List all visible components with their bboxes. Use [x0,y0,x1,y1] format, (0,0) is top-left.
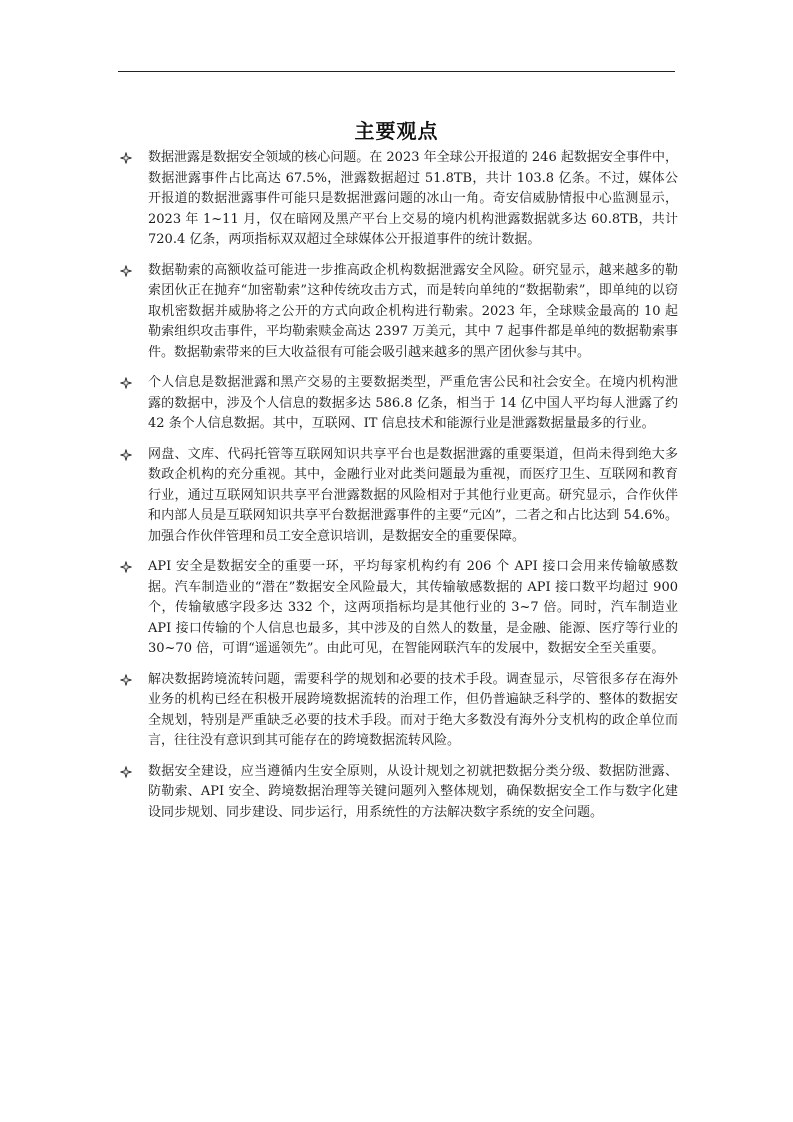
key-point-item [118,557,678,660]
key-point-item [118,762,678,824]
key-point-item [118,148,678,251]
key-point-item [118,670,678,752]
header-rule [118,71,675,72]
diamond-star-icon [118,148,134,169]
diamond-star-icon [118,445,134,466]
key-point-text: 数据勒索的高额收益可能进一步推高政企机构数据泄露安全风险。研究显示，越来越多的勒索团伙正在抛弃“加密勒索”这种传统攻击方式，而是转向单纯的“数据勒索”，即单纯的以窃取机密数据并威胁将之公开的方式向政企机构进行勒索。2023 年，全球赎金最高的 10 起勒索组织攻击事件，平均勒索赎金高达 2397 万美元，其中 7 起事件都是单纯的数据勒索事件。数据勒索带来的巨大收益很有可能会吸引越来越多的黑产团伙参与其中。 [148,262,678,360]
diamond-star-icon [118,762,134,783]
key-point-item [118,373,678,435]
key-points-list [118,148,678,833]
page-title: 主要观点 [354,119,439,144]
key-point-text: 网盘、文库、代码托管等互联网知识共享平台也是数据泄露的重要渠道，但尚未得到绝大多数政企机构的充分重视。其中，金融行业对此类问题最为重视，而医疗卫生、互联网和教育行业，通过互联网知识共享平台泄露数据的风险相对于其他行业更高。研究显示，合作伙伴和内部人员是互联网知识共享平台数据泄露事件的主要“元凶”，二者之和占比达到 54.6%。加强合作伙伴管理和员工安全意识培训，是数据安全的重要保障。 [148,446,678,544]
key-point-text: 数据泄露是数据安全领域的核心问题。在 2023 年全球公开报道的 246 起数据安全事件中，数据泄露事件占比高达 67.5%，泄露数据超过 51.8TB，共计 103.8 亿条。不过，媒体公开报道的数据泄露事件可能只是数据泄露问题的冰山一角。奇安信威胁情报中心监测显示，2023 年 1~11 月，仅在暗网及黑产平台上交易的境内机构泄露数据就多达 60.8TB，共计 720.4 亿条，两项指标双双超过全球媒体公开报道事件的统计数据。 [148,150,678,247]
key-point-text: 数据安全建设，应当遵循内生安全原则，从设计规划之初就把数据分类分级、数据防泄露、防勒索、API 安全、跨境数据治理等关键问题列入整体规划，确保数据安全工作与数字化建设同步规划、同步建设、同步运行，用系统性的方法解决数字系统的安全问题。 [148,763,678,820]
key-point-text: 个人信息是数据泄露和黑产交易的主要数据类型，严重危害公民和社会安全。在境内机构泄露的数据中，涉及个人信息的数据多达 586.8 亿条，相当于 14 亿中国人平均每人泄露了约 42 条个人信息数据。其中，互联网、IT 信息技术和能源行业是泄露数据量最多的行业。 [148,375,678,431]
diamond-star-icon [118,557,134,578]
key-point-text: 解决数据跨境流转问题，需要科学的规划和必要的技术手段。调查显示，尽管很多存在海外业务的机构已经在积极开展跨境数据流转的治理工作，但仍普遍缺乏科学的、整体的数据安全规划，特别是严重缺乏必要的技术手段。而对于绝大多数没有海外分支机构的政企单位而言，往往没有意识到其可能存在的跨境数据流转风险。 [148,671,678,748]
diamond-star-icon [118,670,134,691]
key-point-item [118,445,678,548]
key-point-text: API 安全是数据安全的重要一环，平均每家机构约有 206 个 API 接口会用来传输敏感数据。汽车制造业的“潜在”数据安全风险最大，其传输敏感数据的 API 接口数平均超过 900 个，传输敏感字段多达 332 个，这两项指标均是其他行业的 3~7 倍。同时，汽车制造业 API 接口传输的个人信息也最多，其中涉及的自然人的数量，是金融、能源、医疗等行业的 30~70 倍，可谓“遥遥领先”。由此可见，在智能网联汽车的发展中，数据安全至关重要。 [148,559,678,656]
diamond-star-icon [118,373,134,394]
key-point-item [118,261,678,364]
diamond-star-icon [118,261,134,282]
